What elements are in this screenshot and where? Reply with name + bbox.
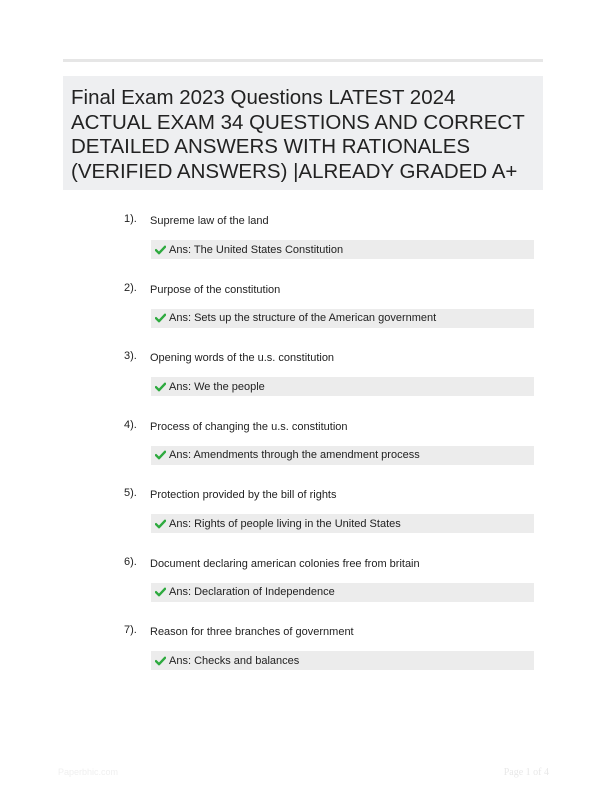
question-text: Protection provided by the bill of rights — [150, 489, 337, 501]
answer-box — [151, 651, 534, 670]
question-number: 4). — [124, 418, 137, 431]
question-number: 2). — [124, 281, 137, 294]
question-list — [0, 210, 606, 690]
question-text: Supreme law of the land — [150, 215, 269, 227]
answer-text: Ans: Declaration of Independence — [169, 586, 335, 598]
question-text: Reason for three branches of government — [150, 626, 354, 638]
document-title: Final Exam 2023 Questions LATEST 2024 ACTUAL EXAM 34 QUESTIONS AND CORRECT DETAILED ANSWERS WITH RATIONALES (VERIFIED ANSWERS) |ALREADY GRADED A+ — [71, 86, 525, 183]
top-divider — [63, 59, 543, 62]
answer-box — [151, 377, 534, 396]
answer-text: Ans: The United States Constitution — [169, 243, 344, 256]
question-item — [0, 279, 606, 348]
answer-text: Ans: Rights of people living in the United States — [169, 517, 401, 530]
question-number: 1). — [124, 213, 137, 225]
page-number: Page 1 of 4 — [503, 767, 549, 778]
footer-site-watermark: Paperbhic.com — [58, 767, 119, 777]
question-number: 3). — [124, 350, 137, 362]
answer-box — [151, 240, 534, 259]
answer-text: Ans: Sets up the structure of the American government — [169, 312, 437, 324]
answer-box — [151, 309, 534, 328]
question-number: 5). — [124, 487, 137, 499]
answer-text: Ans: We the people — [169, 380, 265, 393]
answer-text: Ans: Amendments through the amendment process — [169, 449, 420, 461]
checkmark-icon — [155, 656, 166, 666]
checkmark-icon — [155, 519, 166, 529]
answer-box — [151, 514, 534, 533]
checkmark-icon — [155, 587, 166, 597]
checkmark-icon — [155, 313, 166, 323]
question-text: Opening words of the u.s. constitution — [150, 352, 335, 364]
question-text: Purpose of the constitution — [150, 283, 281, 296]
answer-box — [151, 446, 534, 465]
answer-box — [151, 583, 534, 602]
question-item — [0, 484, 606, 553]
question-item — [0, 553, 606, 622]
question-item — [0, 416, 606, 485]
question-item — [0, 621, 606, 690]
question-item — [0, 347, 606, 416]
checkmark-icon — [155, 245, 166, 255]
question-number: 7). — [124, 624, 137, 636]
checkmark-icon — [155, 382, 166, 392]
question-text: Document declaring american colonies free from britain — [150, 557, 420, 570]
checkmark-icon — [155, 450, 166, 460]
question-number: 6). — [124, 555, 137, 568]
question-text: Process of changing the u.s. constitution — [150, 420, 348, 433]
answer-text: Ans: Checks and balances — [169, 654, 300, 667]
question-item — [0, 210, 606, 279]
title-box — [63, 76, 543, 190]
